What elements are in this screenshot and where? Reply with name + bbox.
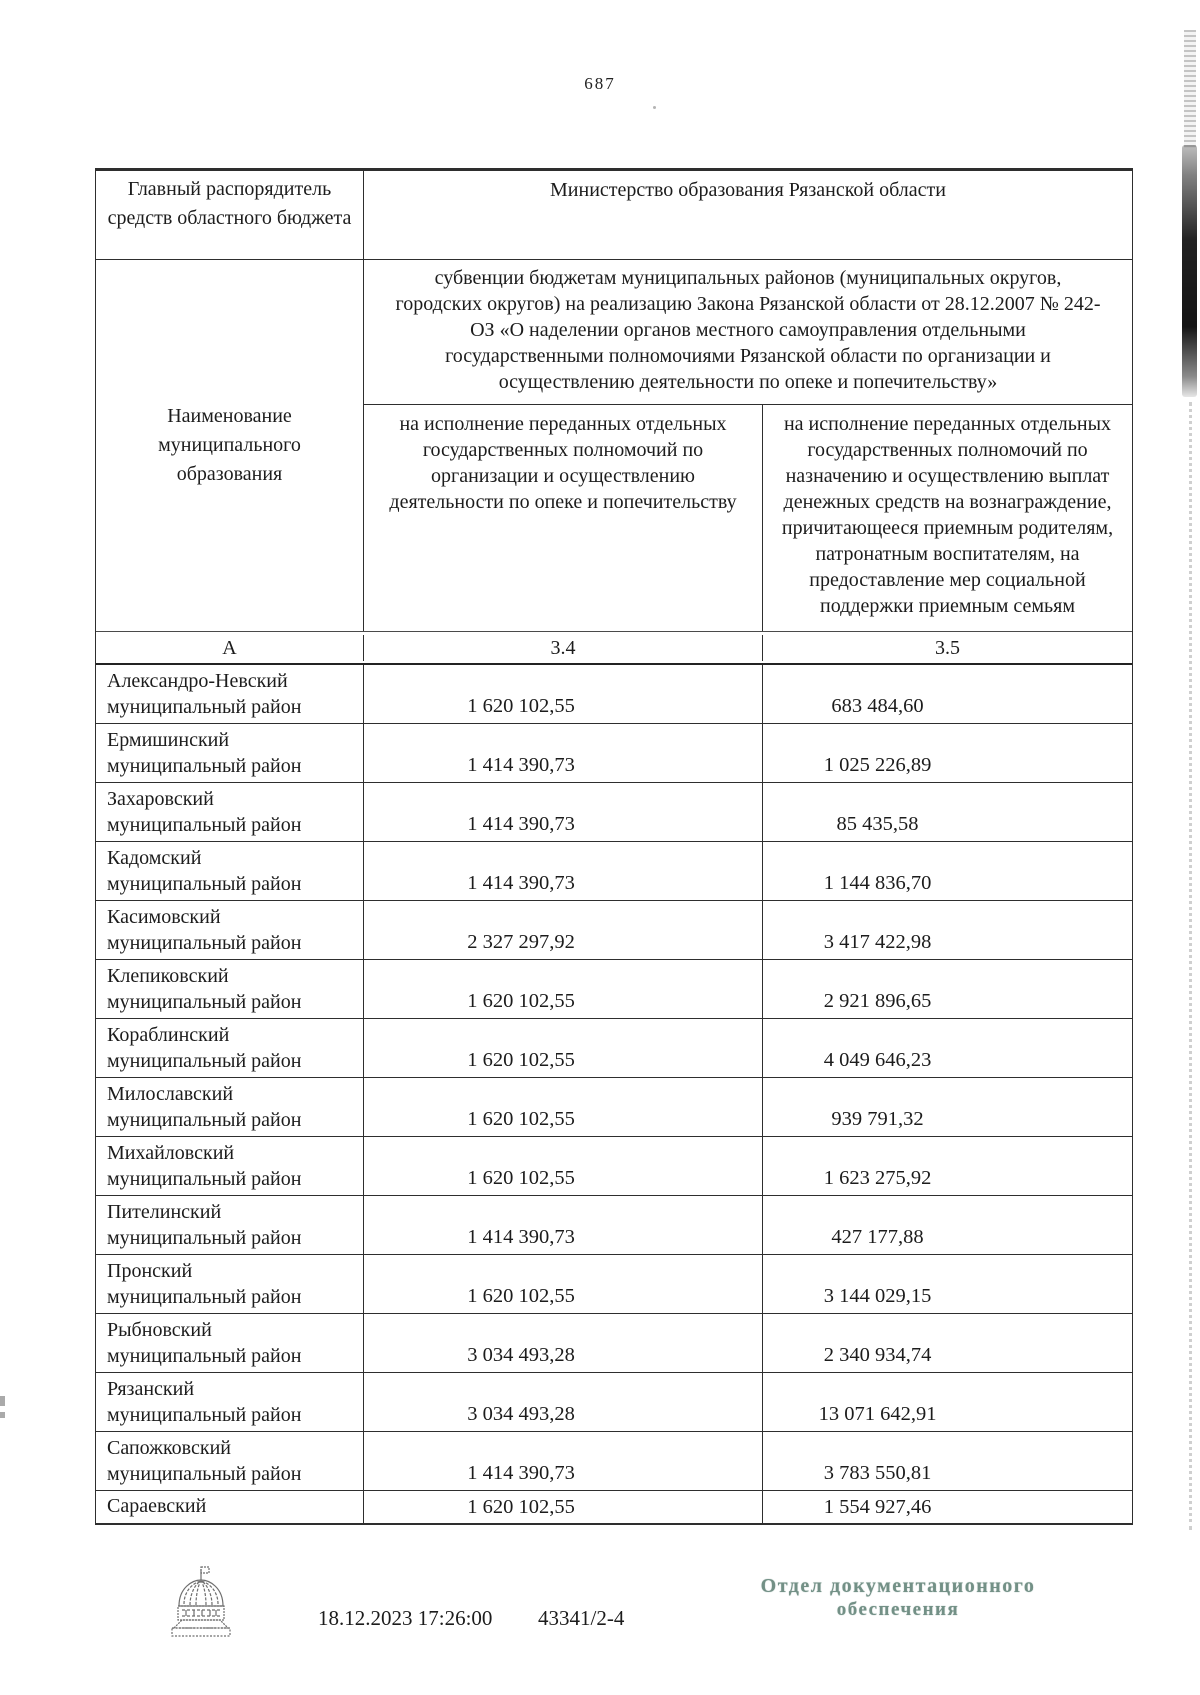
value-col34: 1 414 390,73 (364, 783, 763, 841)
subheaders (364, 405, 1132, 631)
table-row (96, 1196, 1132, 1255)
table-row (96, 1314, 1132, 1373)
municipality-name: Сапожковский (107, 1437, 232, 1459)
municipality-name: Михайловский (107, 1142, 235, 1164)
municipality-name-line2: муниципальный район (107, 1050, 302, 1072)
municipality-cell (96, 1078, 364, 1136)
value-col35: 2 921 896,65 (823, 990, 932, 1012)
value-col35: 3 417 422,98 (823, 931, 932, 953)
name-column-header-cell: Наименование муниципального образования (96, 260, 364, 631)
table-row (96, 901, 1132, 960)
municipality-name: Милославский (107, 1083, 234, 1105)
budget-table (95, 168, 1133, 1525)
table-row (96, 724, 1132, 783)
value-col34: 3 034 493,28 (364, 1314, 763, 1372)
municipality-cell (96, 960, 364, 1018)
table-row (96, 1019, 1132, 1078)
scan-artifact-edge-mark (0, 1412, 5, 1418)
value-col35: 683 484,60 (831, 695, 924, 717)
code-a-cell: А (96, 635, 364, 661)
scan-artifact-speckle (1184, 30, 1196, 148)
table-header-row-2 (96, 260, 1132, 632)
table-row (96, 1255, 1132, 1314)
municipality-name: Пронский (107, 1260, 193, 1282)
value-col35: 1 144 836,70 (823, 872, 932, 894)
municipality-name-line2: муниципальный район (107, 1404, 302, 1426)
municipality-cell (96, 1019, 364, 1077)
municipality-name: Рыбновский (107, 1319, 212, 1341)
value-col35: 1 554 927,46 (823, 1495, 932, 1518)
value-col35: 427 177,88 (831, 1226, 924, 1248)
municipality-name-line2: муниципальный район (107, 1168, 302, 1190)
scan-artifact-dark-streak (1182, 145, 1197, 397)
value-col34: 1 620 102,55 (364, 1019, 763, 1077)
municipality-name: Сараевский (107, 1495, 207, 1517)
scan-artifact-dotted-line (1189, 402, 1192, 1530)
municipality-cell (96, 1432, 364, 1490)
municipality-name: Касимовский (107, 906, 221, 928)
value-col34: 1 414 390,73 (364, 1196, 763, 1254)
print-timestamp: 18.12.2023 17:26:00 (318, 1606, 493, 1630)
code-34-cell: 3.4 (364, 635, 763, 661)
stamp-text-line2: обеспечения (836, 1599, 960, 1620)
scan-artifact-edge-mark (0, 1396, 5, 1406)
table-row (96, 1432, 1132, 1491)
table-row (96, 1491, 1132, 1523)
municipality-cell (96, 842, 364, 900)
municipality-cell (96, 665, 364, 723)
municipality-name: Рязанский (107, 1378, 195, 1400)
table-header-row-1 (96, 171, 1132, 260)
municipality-name-line2: муниципальный район (107, 932, 302, 954)
municipality-name-line2: муниципальный район (107, 814, 302, 836)
value-col35: 1 623 275,92 (823, 1167, 932, 1189)
municipality-name-line2: муниципальный район (107, 755, 302, 777)
municipality-cell (96, 1137, 364, 1195)
municipality-name: Клепиковский (107, 965, 229, 987)
municipality-cell (96, 1196, 364, 1254)
municipality-name: Захаровский (107, 788, 214, 810)
corner-header-cell: Главный распорядитель средств областного бюджета (96, 171, 364, 259)
subvention-header-block (364, 260, 1132, 631)
municipality-cell (96, 1491, 364, 1523)
department-stamp (718, 1574, 1078, 1622)
municipality-name-line2: муниципальный район (107, 1286, 302, 1308)
value-col34: 1 620 102,55 (364, 1491, 763, 1523)
value-col34: 1 414 390,73 (364, 842, 763, 900)
table-body (96, 665, 1132, 1523)
value-col35: 939 791,32 (831, 1108, 924, 1130)
municipality-name: Александро-Невский (107, 670, 288, 692)
value-col35: 4 049 646,23 (823, 1049, 932, 1071)
municipality-cell (96, 783, 364, 841)
municipality-cell (96, 1255, 364, 1313)
table-row (96, 783, 1132, 842)
document-number: 43341/2-4 (538, 1606, 625, 1630)
page-number: 687 (584, 74, 616, 93)
table-row (96, 1137, 1132, 1196)
value-col34: 1 414 390,73 (364, 1432, 763, 1490)
value-col35: 1 025 226,89 (823, 754, 932, 776)
ministry-header-cell: Министерство образования Рязанской области (550, 179, 946, 201)
municipality-cell (96, 1373, 364, 1431)
municipality-name-line2: муниципальный район (107, 991, 302, 1013)
code-35-cell: 3.5 (935, 636, 960, 659)
value-col35: 3 783 550,81 (823, 1462, 932, 1484)
col34-header-cell: на исполнение переданных отдельных государственных полномочий по организации и осуществлению деятельности по опеке и попечительству (364, 405, 763, 631)
municipality-name-line2: муниципальный район (107, 1463, 302, 1485)
municipality-cell (96, 1314, 364, 1372)
value-col35: 2 340 934,74 (823, 1344, 932, 1366)
municipality-name-line2: муниципальный район (107, 1109, 302, 1131)
value-col34: 3 034 493,28 (364, 1373, 763, 1431)
value-col34: 1 414 390,73 (364, 724, 763, 782)
value-col34: 1 620 102,55 (364, 1255, 763, 1313)
municipality-name: Кадомский (107, 847, 202, 869)
scan-speck (653, 106, 656, 109)
value-col35: 13 071 642,91 (818, 1403, 937, 1425)
municipality-name-line2: муниципальный район (107, 873, 302, 895)
table-row (96, 1373, 1132, 1432)
municipality-name: Ермишинский (107, 729, 230, 751)
municipality-name-line2: муниципальный район (107, 1345, 302, 1367)
value-col35: 85 435,58 (836, 813, 919, 835)
value-col34: 2 327 297,92 (364, 901, 763, 959)
table-row (96, 842, 1132, 901)
municipality-cell (96, 901, 364, 959)
municipality-name: Кораблинский (107, 1024, 230, 1046)
municipality-cell (96, 724, 364, 782)
municipality-name-line2: муниципальный район (107, 1227, 302, 1249)
column-code-row (96, 632, 1132, 665)
table-row (96, 960, 1132, 1019)
municipality-name: Пителинский (107, 1201, 222, 1223)
value-col34: 1 620 102,55 (364, 665, 763, 723)
government-dome-stamp-icon (170, 1566, 232, 1657)
value-col34: 1 620 102,55 (364, 1078, 763, 1136)
municipality-name-line2: муниципальный район (107, 696, 302, 718)
stamp-text-line1: Отдел документационного (760, 1575, 1036, 1597)
value-col35: 3 144 029,15 (823, 1285, 932, 1307)
table-row (96, 1078, 1132, 1137)
value-col34: 1 620 102,55 (364, 960, 763, 1018)
value-col34: 1 620 102,55 (364, 1137, 763, 1195)
subvention-description-cell: субвенции бюджетам муниципальных районов (муниципальных округов, городских округов) на реализацию Закона Рязанской области от 28.12.2007 № 242-ОЗ «О наделении органов местного самоуправления отдельными государственными полномочиями Рязанской области по организации и осуществлению деятельности по опеке и попечительству» (364, 260, 1132, 405)
table-row (96, 665, 1132, 724)
col35-header-cell: на исполнение переданных отдельных государственных полномочий по назначению и осуществлению выплат денежных средств на вознаграждение, причитающееся приемным родителям, патронатным воспитателям, на предоставление мер социальной поддержки приемным семьям (781, 413, 1114, 617)
